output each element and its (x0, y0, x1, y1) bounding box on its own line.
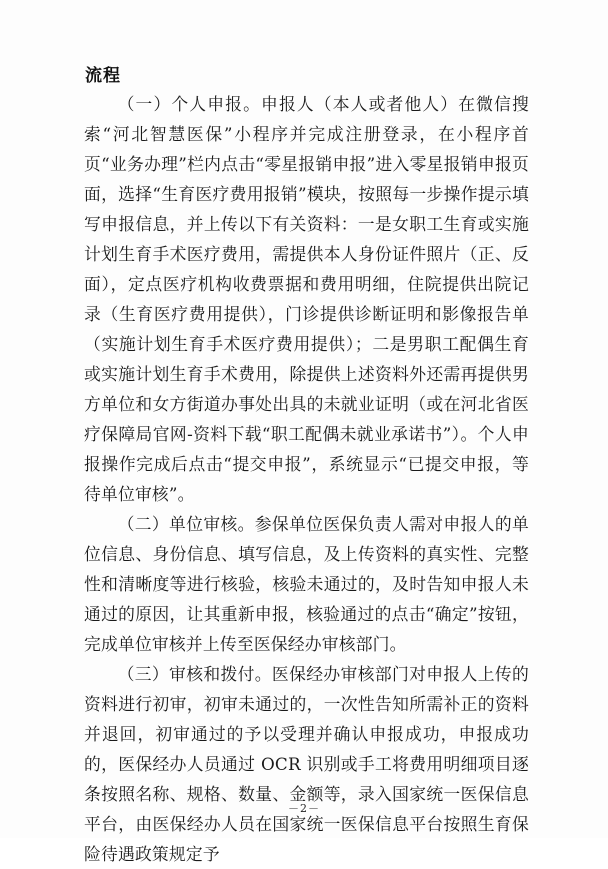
paragraph-unit-review: （二）单位审核。参保单位医保负责人需对申报人的单位信息、身份信息、填写信息，及上传资料的真实性、完整性和清晰度等进行核验，核验未通过的，及时告知申报人未通过的原因，让其重新申报，核验通过的点击“确定”按钮，完成单位审核并上传至医保经办审核部门。 (84, 514, 529, 654)
document-body (84, 89, 529, 869)
section-heading: 流程 (85, 66, 121, 86)
paragraph-personal-application: （一）个人申报。申报人（本人或者他人）在微信搜索“河北智慧医保”小程序并完成注册登录，在小程序首页“业务办理”栏内点击“零星报销申报”进入零星报销申报页面，选择“生育医疗费用报销”模块，按照每一步操作提示填写申报信息，并上传以下有关资料：一是女职工生育或实施计划生育手术医疗费用，需提供本人身份证件照片（正、反面），定点医疗机构收费票据和费用明细，住院提供出院记录（生育医疗费用提供），门诊提供诊断证明和影像报告单（实施计划生育手术医疗费用提供）；二是男职工配偶生育或实施计划生育手术费用，除提供上述资料外还需再提供男方单位和女方街道办事处出具的未就业证明（或在河北省医疗保障局官网-资料下载“职工配偶未就业承诺书”）。个人申报操作完成后点击“提交申报”，系统显示“已提交申报，等待单位审核”。 (84, 94, 529, 504)
page-number: －2－ (288, 802, 320, 815)
paragraph-review-and-payment: （三）审核和拨付。医保经办审核部门对申报人上传的资料进行初审，初审未通过的，一次性告知所需补正的资料并退回，初审通过的予以受理并确认申报成功，申报成功的，医保经办人员通过 OCR 识别或手工将费用明细项目逐条按照名称、规格、数量、金额等，录入国家统一医保信息平台，由医保经办人员在国家统一医保信息平台按照生育保险待遇政策规定予 (84, 664, 529, 864)
